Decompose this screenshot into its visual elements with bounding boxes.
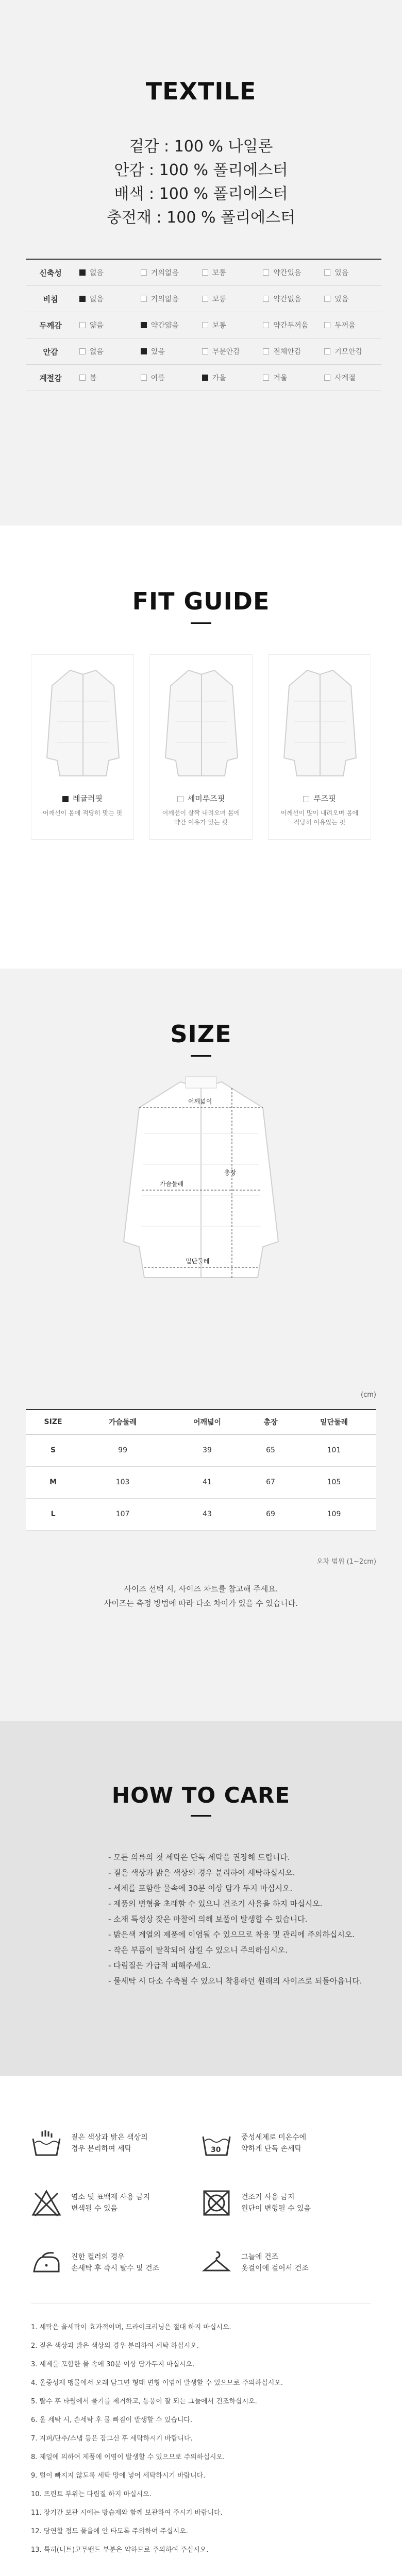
list-item: - 모든 의류의 첫 세탁은 단독 세탁을 권장해 드립니다. bbox=[108, 1853, 290, 1862]
property-option bbox=[320, 294, 381, 304]
option-checkbox bbox=[141, 322, 147, 328]
wash-symbol: 건조기 사용 금지 원단이 변형될 수 있음 bbox=[201, 2182, 371, 2224]
option-label: 약간두꺼움 bbox=[273, 321, 309, 330]
option-checkbox bbox=[324, 296, 330, 302]
size-header: 밑단둘레 bbox=[292, 1410, 376, 1434]
option-checkbox bbox=[141, 269, 147, 276]
fit-label: 루즈핏 bbox=[313, 794, 336, 803]
wash-symbol: 짙은 색상과 밝은 색상의 경우 분리하여 세탁 bbox=[31, 2123, 201, 2164]
fabric-lining: 안감 : 100 % 폴리에스터 bbox=[114, 161, 288, 179]
list-item: 10. 프린트 부위는 다림질 하지 마십시오. bbox=[31, 2490, 152, 2498]
option-label: 있음 bbox=[150, 348, 165, 356]
hand-wash-icon bbox=[31, 2129, 62, 2157]
option-label: 거의없음 bbox=[150, 269, 179, 277]
option-checkbox bbox=[79, 322, 86, 328]
option-checkbox bbox=[79, 348, 86, 354]
option-checkbox bbox=[141, 296, 147, 302]
size-title: SIZE bbox=[0, 1020, 402, 1057]
option-checkbox bbox=[263, 322, 269, 328]
size-header: SIZE bbox=[26, 1410, 80, 1434]
list-item: 5. 탈수 후 타월에서 물기를 제거하고, 통풍이 잘 되는 그늘에서 건조하십시오. bbox=[31, 2398, 257, 2405]
size-header: 어깨넓이 bbox=[165, 1410, 249, 1434]
size-section bbox=[0, 969, 402, 1721]
option-checkbox bbox=[79, 269, 86, 276]
fit-desc: 어깨선이 몸에 적당히 맞는 핏 bbox=[42, 809, 123, 817]
list-item: 8. 제일에 의하여 제품에 이염이 발생할 수 있으므로 주의하십시오. bbox=[31, 2453, 225, 2461]
property-option bbox=[198, 372, 259, 383]
list-item: 2. 짙은 색상과 밝은 색상의 경우 분리하여 세탁 하십시오. bbox=[31, 2342, 199, 2350]
option-checkbox bbox=[79, 296, 86, 302]
care-list bbox=[108, 1850, 362, 1989]
property-row bbox=[26, 260, 381, 286]
shade-dry-icon bbox=[201, 2249, 232, 2277]
size-unit: (cm) bbox=[361, 1391, 376, 1399]
wash-symbol: 30 중성세제로 미온수에 약하게 단독 손세탁 bbox=[201, 2123, 371, 2164]
wash-instructions-section bbox=[0, 2076, 402, 2576]
list-item: - 밝은색 계열의 제품에 이염될 수 있으므로 착용 및 관리에 주의하십시오. bbox=[108, 1930, 355, 1939]
option-label: 부분안감 bbox=[212, 348, 240, 356]
list-item: - 세제를 포함한 물속에 30분 이상 담가 두지 마십시오. bbox=[108, 1884, 293, 1893]
textile-section bbox=[0, 0, 402, 526]
list-item: - 소재 특성상 잦은 마찰에 의해 보풀이 발생할 수 있습니다. bbox=[108, 1914, 308, 1924]
fabric-filling: 충전재 : 100 % 폴리에스터 bbox=[107, 209, 295, 227]
option-label: 보통 bbox=[212, 295, 226, 303]
option-label: 봄 bbox=[90, 374, 97, 382]
list-item: - 다림질은 가급적 피해주세요. bbox=[108, 1961, 211, 1970]
fit-guide-section bbox=[0, 526, 402, 969]
option-label: 보통 bbox=[212, 321, 226, 330]
property-option bbox=[137, 320, 198, 330]
property-option bbox=[75, 346, 137, 357]
property-option bbox=[259, 294, 320, 304]
jacket-illustration bbox=[160, 665, 243, 784]
option-checkbox bbox=[324, 322, 330, 328]
option-checkbox bbox=[202, 322, 208, 328]
property-option bbox=[320, 346, 381, 357]
property-option bbox=[198, 294, 259, 304]
option-label: 없음 bbox=[90, 295, 104, 303]
list-item: 12. 당연할 정도 물을에 안 타도록 주의하여 주십시오. bbox=[31, 2528, 188, 2535]
option-label: 없음 bbox=[90, 348, 104, 356]
property-option bbox=[198, 320, 259, 330]
fabric-composition bbox=[0, 135, 402, 230]
no-tumble-dry-icon bbox=[201, 2189, 232, 2217]
table-row: L 107 43 69 109 bbox=[26, 1498, 376, 1530]
size-header: 가슴둘레 bbox=[80, 1410, 165, 1434]
size-table bbox=[26, 1409, 376, 1531]
properties-table bbox=[26, 259, 381, 391]
neutral-detergent-icon bbox=[201, 2129, 232, 2157]
how-to-care-section bbox=[0, 1721, 402, 2076]
textile-title: TEXTILE bbox=[145, 77, 257, 105]
size-header: 총장 bbox=[249, 1410, 292, 1434]
option-label: 약간없음 bbox=[273, 295, 301, 303]
wash-symbol-grid bbox=[31, 2123, 371, 2283]
option-label: 없음 bbox=[90, 269, 104, 277]
property-row bbox=[26, 338, 381, 365]
property-option bbox=[198, 267, 259, 278]
property-option bbox=[198, 346, 259, 357]
table-row: S 99 39 65 101 bbox=[26, 1434, 376, 1466]
list-item: 9. 털이 빠지지 않도록 세탁 망에 넣어 세탁하시기 바랍니다. bbox=[31, 2472, 206, 2480]
option-checkbox bbox=[263, 269, 269, 276]
fit-cards bbox=[31, 654, 371, 840]
option-label: 거의없음 bbox=[150, 295, 179, 303]
option-label: 겨울 bbox=[273, 374, 288, 382]
list-item: 13. 특히(니트)고무밴드 부분은 약하므로 주의하여 주십시오. bbox=[31, 2546, 209, 2554]
option-label: 얇음 bbox=[90, 321, 104, 330]
option-checkbox bbox=[324, 348, 330, 354]
svg-text:30: 30 bbox=[211, 2146, 221, 2154]
property-option bbox=[259, 372, 320, 383]
wash-symbol: 그늘에 건조 옷걸이에 걸어서 건조 bbox=[201, 2242, 371, 2283]
property-option bbox=[137, 346, 198, 357]
list-item: 1. 세탁은 울세탁이 효과적이며, 드라이크리닝은 절대 하지 마십시오. bbox=[31, 2324, 231, 2331]
fit-desc: 어깨선이 살짝 내려오며 몸에 약간 여유가 있는 핏 bbox=[162, 809, 240, 826]
wash-detail-list bbox=[31, 2318, 371, 2560]
list-item: 4. 울중성제 맹물에서 오래 담그면 형태 변형 이염이 발생할 수 있으므로 주의하십시오. bbox=[31, 2379, 283, 2387]
option-label: 기모안감 bbox=[334, 348, 363, 356]
option-label: 약간얇음 bbox=[150, 321, 179, 330]
fit-checkbox bbox=[62, 796, 69, 802]
option-checkbox bbox=[263, 375, 269, 381]
property-label: 두께감 bbox=[39, 320, 62, 330]
fit-label: 세미루즈핏 bbox=[187, 794, 225, 803]
option-checkbox bbox=[263, 296, 269, 302]
option-label: 있음 bbox=[334, 295, 349, 303]
fit-label: 레귤러핏 bbox=[73, 794, 103, 803]
fabric-contrast: 배색 : 100 % 폴리에스터 bbox=[114, 185, 288, 203]
option-checkbox bbox=[141, 375, 147, 381]
option-label: 여름 bbox=[150, 374, 165, 382]
option-label: 약간있음 bbox=[273, 269, 301, 277]
option-label: 전체안감 bbox=[273, 348, 301, 356]
option-checkbox bbox=[202, 269, 208, 276]
list-item: 11. 장기간 보관 시에는 방습제와 함께 보관하여 주시기 바랍니다. bbox=[31, 2509, 223, 2517]
property-label: 비침 bbox=[43, 294, 58, 304]
label-hem: 밑단둘레 bbox=[186, 1258, 210, 1265]
jacket-illustration bbox=[279, 665, 361, 784]
label-shoulder: 어깨넓이 bbox=[188, 1098, 212, 1105]
fit-card-loose bbox=[268, 654, 371, 840]
list-item: 6. 울 세탁 시, 손세탁 후 물 빠짐이 발생할 수 있습니다. bbox=[31, 2416, 193, 2424]
table-row: M 103 41 67 105 bbox=[26, 1466, 376, 1498]
option-label: 있음 bbox=[334, 269, 349, 277]
wash-symbol: 진한 컬러의 경우 손세탁 후 즉시 탈수 및 건조 bbox=[31, 2242, 201, 2283]
option-checkbox bbox=[324, 375, 330, 381]
option-label: 사계절 bbox=[334, 374, 356, 382]
property-row bbox=[26, 365, 381, 391]
property-option bbox=[320, 267, 381, 278]
property-option bbox=[75, 372, 137, 383]
fit-card-regular bbox=[31, 654, 134, 840]
option-checkbox bbox=[79, 375, 86, 381]
jacket-illustration bbox=[42, 665, 124, 784]
property-option bbox=[137, 294, 198, 304]
property-option bbox=[320, 372, 381, 383]
property-option bbox=[259, 267, 320, 278]
list-item: - 물세탁 시 다소 수축될 수 있으니 착용하던 원래의 사이즈로 되돌아옵니다. bbox=[108, 1976, 362, 1986]
option-checkbox bbox=[263, 348, 269, 354]
size-diagram bbox=[108, 1072, 294, 1298]
list-item: - 제품의 변형을 초래할 수 있으니 건조기 사용을 하지 마십시오. bbox=[108, 1899, 323, 1908]
size-notes: 사이즈 선택 시, 사이즈 차트를 참고해 주세요. 사이즈는 측정 방법에 따라 다소 차이가 있을 수 있습니다. bbox=[104, 1584, 298, 1608]
care-title: HOW TO CARE bbox=[0, 1783, 402, 1817]
fit-card-semi-loose bbox=[149, 654, 253, 840]
fit-checkbox bbox=[177, 796, 183, 802]
property-option bbox=[320, 320, 381, 330]
size-header-row bbox=[26, 1410, 376, 1434]
fit-checkbox bbox=[303, 796, 309, 802]
fit-desc: 어깨선이 많이 내려오며 몸에 적당히 여유있는 핏 bbox=[280, 809, 359, 826]
property-option bbox=[75, 267, 137, 278]
property-row bbox=[26, 286, 381, 312]
list-item: 7. 지퍼/단추/스냅 등은 잠그신 후 세탁하시기 바랍니다. bbox=[31, 2435, 193, 2443]
property-option bbox=[259, 320, 320, 330]
option-label: 가을 bbox=[212, 374, 226, 382]
property-option bbox=[259, 346, 320, 357]
property-option bbox=[75, 320, 137, 330]
label-chest: 가슴둘레 bbox=[160, 1180, 184, 1188]
no-bleach-icon bbox=[31, 2189, 62, 2217]
wash-symbol: 염소 및 표백제 사용 금지 변색될 수 있음 bbox=[31, 2182, 201, 2224]
list-item: 3. 세제를 포함한 물 속에 30분 이상 담가두지 마십시오. bbox=[31, 2361, 195, 2368]
property-option bbox=[137, 372, 198, 383]
option-label: 두꺼움 bbox=[334, 321, 356, 330]
property-label: 계절감 bbox=[39, 373, 62, 383]
error-range-note: 오차 범위 (1~2cm) bbox=[316, 1558, 376, 1566]
property-option bbox=[137, 267, 198, 278]
option-checkbox bbox=[202, 348, 208, 354]
property-option bbox=[75, 294, 137, 304]
iron-icon bbox=[31, 2249, 62, 2277]
fit-guide-title: FIT GUIDE bbox=[0, 587, 402, 624]
option-label: 보통 bbox=[212, 269, 226, 277]
property-label: 안감 bbox=[43, 347, 58, 357]
option-checkbox bbox=[202, 296, 208, 302]
option-checkbox bbox=[141, 348, 147, 354]
list-item: - 작은 부품이 탈착되어 삼킬 수 있으니 주의하십시오. bbox=[108, 1945, 288, 1955]
property-row bbox=[26, 312, 381, 338]
list-item: - 짙은 색상과 밝은 색상의 경우 분리하여 세탁하십시오. bbox=[108, 1868, 295, 1877]
property-label: 신축성 bbox=[39, 268, 62, 278]
option-checkbox bbox=[202, 375, 208, 381]
label-length: 총장 bbox=[224, 1169, 237, 1176]
fabric-outer: 겉감 : 100 % 나일론 bbox=[129, 138, 273, 156]
option-checkbox bbox=[324, 269, 330, 276]
